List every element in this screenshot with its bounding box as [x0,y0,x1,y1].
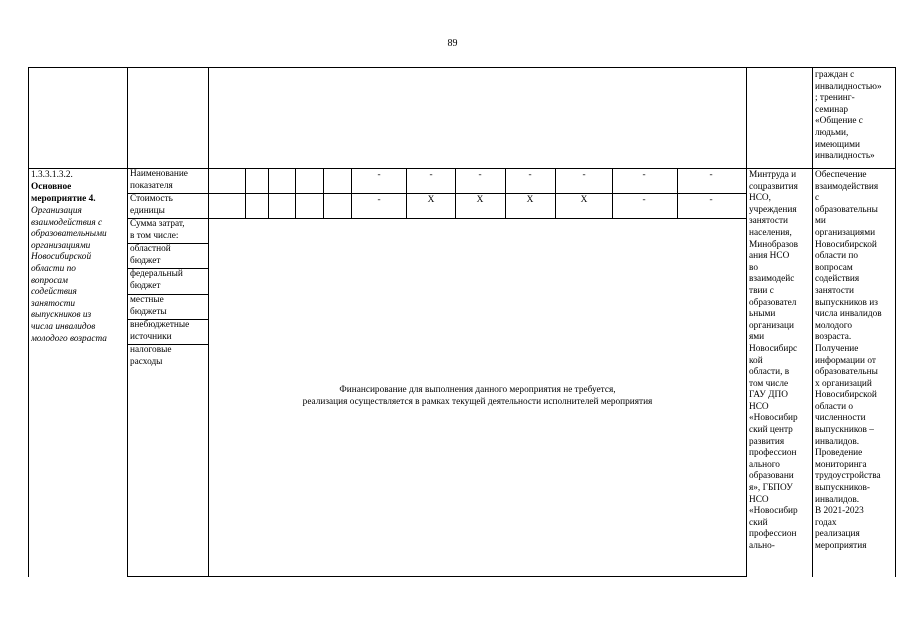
activity-code: 1.3.3.1.3.2. [31,170,73,180]
expected-result: Обеспечение взаимодействия с образовательны ми организациями Новосибирской области по вопросам содействия занятости выпускников из числа инвалидов молодого возраста. Получение информации от образовательны х организаций Новосибирской области о численности выпускников – инвалидов. Проведение мониторинга трудоустройства выпускников- инвалидов. В 2021-2023 годах реализация мероприятия [815,170,882,551]
indicator-cost-label: Стоимость единицы [130,194,173,216]
finance-note-line2: реализация осуществляется в рамках текущей деятельности исполнителей мероприятия [302,397,653,407]
activity-description: Организация взаимодействия с образовательными организациями Новосибирской области по вопросам содействия занятости выпускников из числа инвалидов молодого возраста [31,206,107,344]
finance-note-line1: Финансирование для выполнения данного мероприятия не требуется, [339,385,616,395]
finance-tax-label: налоговые расходы [130,345,172,367]
finance-local-label: местные бюджеты [130,295,167,317]
activity-title: Основное мероприятие 4. [31,182,96,204]
cost-value: X [580,195,588,205]
page-number: 89 [447,38,458,49]
finance-regional-label: областной бюджет [130,244,171,266]
executors: Минтруда и соцразвития НСО, учреждения занятости населения, Минобразов ания НСО во взаимодейс твии с образовател ьными организаци ями Новосибирс кой области, в том числе ГАУ ДПО НСО «Новосибир ский центр развития профессион ального образовани я», ГБПОУ НСО «Новосибир ский профессион ально- [749,170,799,551]
indicator-value: - [642,170,646,180]
top-row-result: граждан с инвалидностью» ; тренинг- семинар «Общение с людьми, имеющими инвалидность» [815,70,882,162]
cost-value: - [709,195,713,205]
indicator-value: - [709,170,713,180]
cost-value: X [427,195,435,205]
indicator-value: - [582,170,586,180]
indicator-name-label: Наименование показателя [130,169,188,191]
cost-value: - [642,195,646,205]
indicator-value: - [429,170,433,180]
finance-extrabudget-label: внебюджетные источники [130,320,190,342]
indicator-value: - [478,170,482,180]
finance-federal-label: федеральный бюджет [130,269,183,291]
cost-value: X [476,195,484,205]
indicator-value: - [528,170,532,180]
finance-total-label: Сумма затрат, в том числе: [130,219,185,241]
indicator-value: - [377,170,381,180]
cost-value: X [526,195,534,205]
cost-value: - [377,195,381,205]
